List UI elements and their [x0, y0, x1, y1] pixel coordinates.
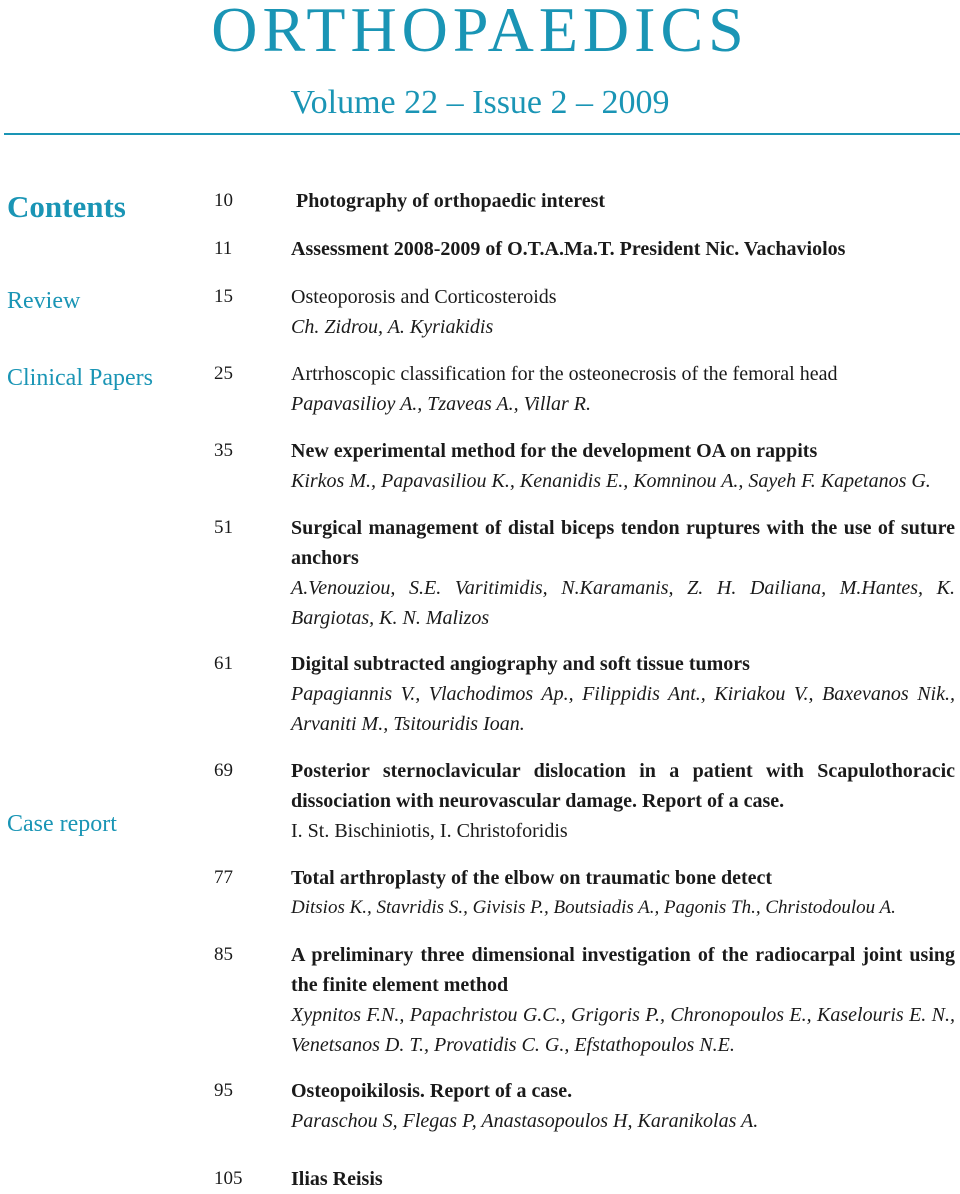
entry-authors: Ch. Zidrou, A. Kyriakidis: [291, 316, 494, 338]
journal-title: ORTHOPAEDICS: [211, 0, 749, 65]
page-number: 77: [214, 867, 233, 888]
section-review: Review: [7, 288, 81, 314]
page-number: 85: [214, 944, 233, 965]
entry-title: Ilias Reisis: [291, 1168, 383, 1190]
entry-title: Total arthroplasty of the elbow on traumatic bone detect: [291, 867, 773, 889]
entry-title: Photography of orthopaedic interest: [296, 190, 606, 212]
section-case-report: Case report: [7, 811, 117, 837]
toc-entry[interactable]: [296, 186, 960, 216]
entry-title: A preliminary three dimensional investigation of the radiocarpal joint using the finite element method: [291, 944, 955, 996]
entry-authors: Kirkos M., Papavasiliou K., Kenanidis E., Komninou A., Sayeh F. Kapetanos G.: [291, 470, 931, 492]
entry-authors: Xypnitos F.N., Papachristou G.C., Grigoris P., Chronopoulos E., Kaselouris E. N., Venetsanos D. T., Provatidis C. G., Efstathopoulos N.E.: [291, 1004, 955, 1056]
toc-entry[interactable]: [291, 1164, 955, 1194]
toc-entry[interactable]: [291, 359, 955, 419]
section-clinical-papers: Clinical Papers: [7, 365, 153, 391]
page-number: 105: [214, 1168, 243, 1189]
page-number: 15: [214, 286, 233, 307]
toc-entry[interactable]: [291, 513, 955, 633]
toc-entry[interactable]: [291, 1076, 955, 1136]
toc-entry[interactable]: [291, 756, 955, 846]
page-number: 11: [214, 238, 233, 259]
entry-authors: Papavasilioy A., Tzaveas A., Villar R.: [291, 393, 591, 415]
toc-entry[interactable]: [291, 940, 955, 1060]
page-number: 95: [214, 1080, 233, 1101]
entry-authors: Papagiannis V., Vlachodimos Ap., Filippidis Ant., Kiriakou V., Baxevanos Nik., Arvaniti M., Tsitouridis Ioan.: [291, 683, 955, 735]
page-number: 25: [214, 363, 233, 384]
entry-authors: A.Venouziou, S.E. Varitimidis, N.Karamanis, Z. H. Dailiana, M.Hantes, K. Bargiotas, K. N. Malizos: [291, 577, 955, 629]
entry-authors: Paraschou S, Flegas P, Anastasopoulos H, Karanikolas A.: [291, 1110, 759, 1132]
issue-line: Volume 22 – Issue 2 – 2009: [290, 84, 670, 121]
page-number: 69: [214, 760, 233, 781]
header-divider: [4, 133, 960, 135]
page-number: 35: [214, 440, 233, 461]
entry-authors: I. St. Bischiniotis, I. Christoforidis: [291, 820, 568, 842]
toc-entry[interactable]: [291, 282, 955, 342]
toc-entry[interactable]: [291, 436, 955, 496]
section-contents: Contents: [7, 189, 126, 224]
toc-entry[interactable]: [291, 863, 955, 923]
toc-entry[interactable]: [291, 234, 955, 264]
entry-title: New experimental method for the development OA on rappits: [291, 440, 818, 462]
entry-title: Posterior sternoclavicular dislocation in a patient with Scapulothoracic dissociation with neurovascular damage. Report of a case.: [291, 760, 955, 812]
entry-title: Digital subtracted angiography and soft tissue tumors: [291, 653, 750, 675]
entry-title: Osteopoikilosis. Report of a case.: [291, 1080, 573, 1102]
page-number: 10: [214, 190, 233, 211]
page-number: 61: [214, 653, 233, 674]
entry-title: Artrhoscopic classification for the osteonecrosis of the femoral head: [291, 363, 838, 385]
page-number: 51: [214, 517, 233, 538]
entry-title: Assessment 2008-2009 of O.T.A.Ma.T. President Nic. Vachaviolos: [291, 238, 846, 260]
toc-entry[interactable]: [291, 649, 955, 739]
entry-title: Osteoporosis and Corticosteroids: [291, 286, 557, 308]
entry-title: Surgical management of distal biceps tendon ruptures with the use of suture anchors: [291, 517, 955, 569]
entry-authors: Ditsios K., Stavridis S., Givisis P., Boutsiadis A., Pagonis Th., Christodoulou A.: [291, 897, 896, 918]
